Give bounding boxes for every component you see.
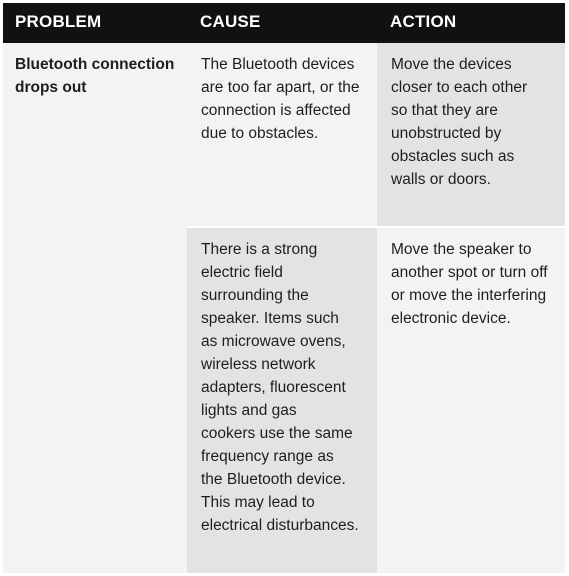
- action-text-2: Move the speaker to another spot or turn off or move the interfering electronic device.: [391, 241, 548, 327]
- table-header: [3, 3, 565, 43]
- cause-text-1: The Bluetooth devices are too far apart, or the connection is affected due to obstacles.: [201, 56, 360, 142]
- header-action: ACTION: [390, 12, 457, 31]
- action-text-1: Move the devices closer to each other so that they are unobstructed by obstacles such as walls or doors.: [391, 56, 528, 188]
- header-cause: CAUSE: [200, 12, 261, 31]
- cause-cell-1: [187, 43, 377, 226]
- troubleshooting-table: [3, 3, 565, 573]
- action-cell-2: [377, 228, 565, 573]
- problem-text: Bluetooth connection drops out: [15, 56, 175, 96]
- problem-cell: [3, 43, 187, 573]
- cause-text-2: There is a strong electric field surrounding the speaker. Items such as microwave ovens, wireless network adapters, fluorescent lights and gas cookers use the same frequency range as the Bluetooth device. This may lead to electrical disturbances.: [201, 241, 359, 534]
- cause-cell-2: [187, 228, 377, 573]
- header-problem: PROBLEM: [15, 12, 102, 31]
- action-cell-1: [377, 43, 565, 226]
